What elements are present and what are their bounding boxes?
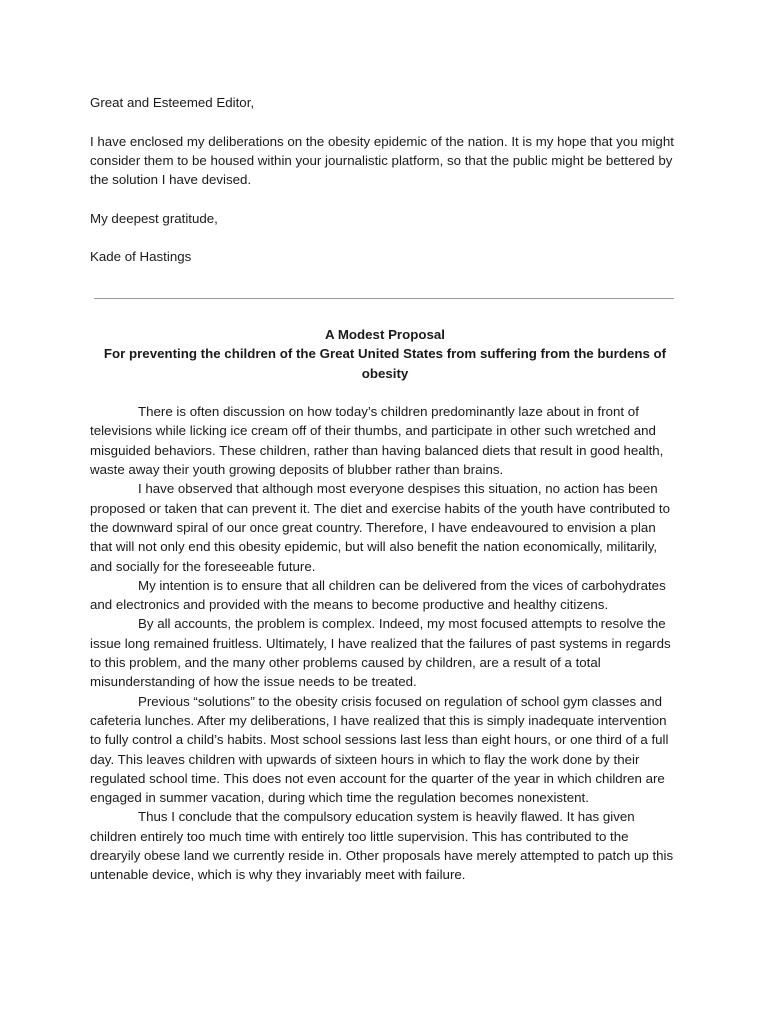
essay-paragraph: My intention is to ensure that all children can be delivered from the vices of carbohydrates and electronics and provided with the means to become productive and healthy citizens. xyxy=(90,577,666,613)
cover-letter xyxy=(90,93,680,286)
essay-subtitle: For preventing the children of the Great United States from suffering from the burdens of obesity xyxy=(103,346,667,381)
essay-paragraph: There is often discussion on how today’s children predominantly laze about in front of televisions while licking ice cream off of their thumbs, and participate in other such wretched and misguided behaviors. These children, rather than having balanced diets that result in good health, waste away their youth growing deposits of blubber rather than brains. xyxy=(90,404,664,478)
essay-title: A Modest Proposal xyxy=(325,327,445,342)
letter-salutation: Great and Esteemed Editor, xyxy=(90,95,255,110)
essay-paragraph: Previous “solutions” to the obesity crisis focused on regulation of school gym classes and cafeteria lunches. After my deliberations, I have realized that this is simply inadequate intervention to fully control a child’s habits. Most school sessions last less than eight hours, or one third of a full day. This leaves children with upwards of sixteen hours in which to flay the work done by their regulated school time. This does not even account for the quarter of the year in which children are engaged in summer vacation, during which time the regulation becomes nonexistent. xyxy=(90,693,669,806)
letter-body: I have enclosed my deliberations on the obesity epidemic of the nation. It is my hope that you might consider them to be housed within your journalistic platform, so that the public might be bettered by the solution I have devised. xyxy=(90,133,674,188)
essay-paragraph: I have observed that although most everyone despises this situation, no action has been proposed or taken that can prevent it. The diet and exercise habits of the youth have contributed to the downward spiral of our once great country. Therefore, I have endeavoured to envision a plan that will not only end this obesity epidemic, but will also benefit the nation economically, militarily, and socially for the foreseeable future. xyxy=(90,481,671,574)
letter-signature: Kade of Hastings xyxy=(90,249,192,265)
horizontal-divider xyxy=(94,298,674,299)
essay-paragraph: By all accounts, the problem is complex. Indeed, my most focused attempts to resolve the issue long remained fruitless. Ultimately, I have realized that the failures of past systems in regards to this problem, and the many other problems caused by children, are a result of a total misunderstanding of how the issue needs to be treated. xyxy=(90,616,671,690)
letter-closing: My deepest gratitude, xyxy=(90,210,218,226)
essay-paragraph: Thus I conclude that the compulsory education system is heavily flawed. It has given children entirely too much time with entirely too little supervision. This has contributed to the drearyily obese land we currently reside in. Other proposals have merely attempted to patch up this untenable device, which is why they invariably meet with failure. xyxy=(90,809,674,883)
essay xyxy=(90,325,680,885)
